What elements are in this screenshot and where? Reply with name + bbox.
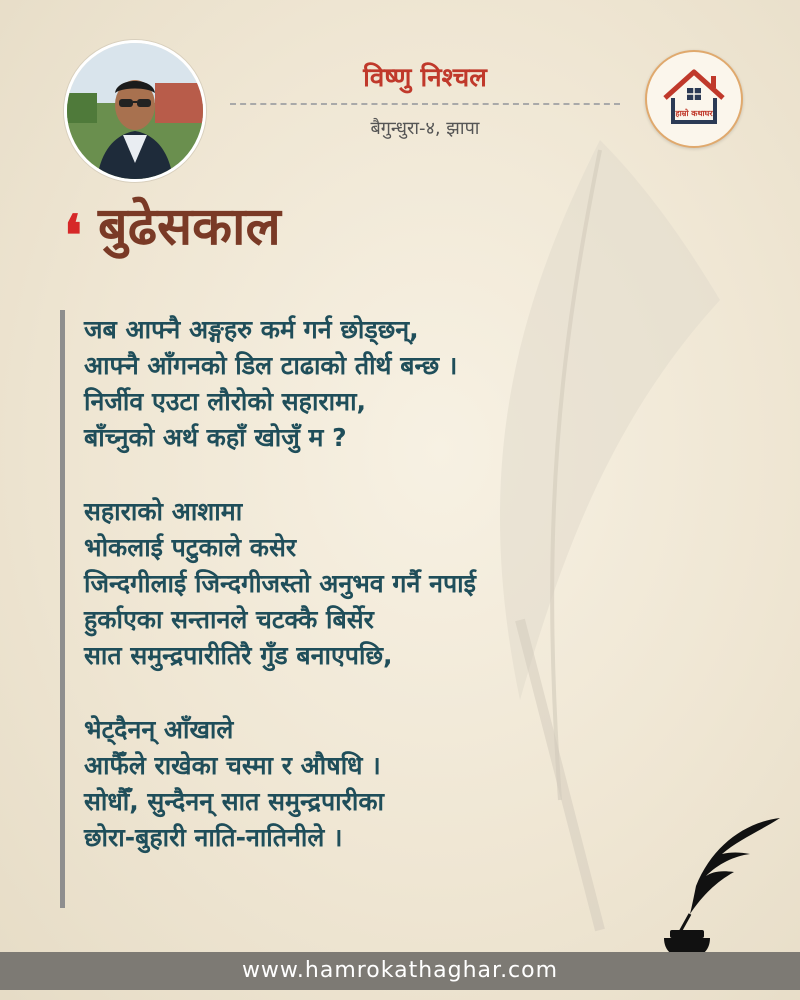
author-photo (67, 43, 203, 179)
poem-line: जिन्दगीलाई जिन्दगीजस्तो अनुभव गर्नै नपाई (84, 569, 476, 598)
poem-line: भोकलाई पटुकाले कसेर (84, 533, 297, 562)
quote-mark-icon: ❛ (64, 203, 83, 269)
logo-text: हाम्रो कथाघर (675, 109, 713, 118)
poem-side-bar (60, 310, 65, 908)
stanza (84, 494, 644, 674)
stanza (84, 712, 644, 856)
poem-line: जब आफ्नै अङ्गहरु कर्म गर्न छोड्छन्, (84, 315, 419, 344)
poem-line: सहाराको आशामा (84, 497, 243, 526)
quill-inkpot-icon (650, 810, 800, 960)
website-url[interactable]: www.hamrokathaghar.com (241, 958, 559, 983)
site-logo (645, 50, 743, 148)
poem-line: आफैँले राखेका चस्मा र औषधि । (84, 751, 381, 780)
poem-body (84, 312, 644, 894)
poem-line: निर्जीव एउटा लौरोको सहारामा, (84, 387, 367, 416)
author-place: बैगुन्धुरा-४, झापा (370, 118, 480, 139)
poem-line: आफ्नै आँगनको डिल टाढाको तीर्थ बन्छ । (84, 351, 458, 380)
poem-line: छोरा-बुहारी नाति-नातिनीले । (84, 823, 343, 852)
footer-bar (0, 952, 800, 990)
poem-line: सोधौँ, सुन्दैनन् सात समुन्द्रपारीका (84, 787, 385, 816)
poem-line: हुर्काएका सन्तानले चटक्कै बिर्सेर (84, 605, 374, 634)
poem-title: बुढेसकाल (98, 197, 281, 257)
poem-line: भेट्दैनन् आँखाले (84, 715, 234, 744)
author-avatar (64, 40, 206, 182)
header-divider (230, 103, 620, 105)
poem-line: सात समुन्द्रपारीतिरै गुँड बनाएपछि, (84, 641, 393, 670)
stanza (84, 312, 644, 456)
house-logo-icon (647, 52, 741, 146)
author-name: विष्णु निश्चल (363, 63, 487, 93)
poem-line: बाँच्नुको अर्थ कहाँ खोजुँ म ? (84, 423, 347, 452)
